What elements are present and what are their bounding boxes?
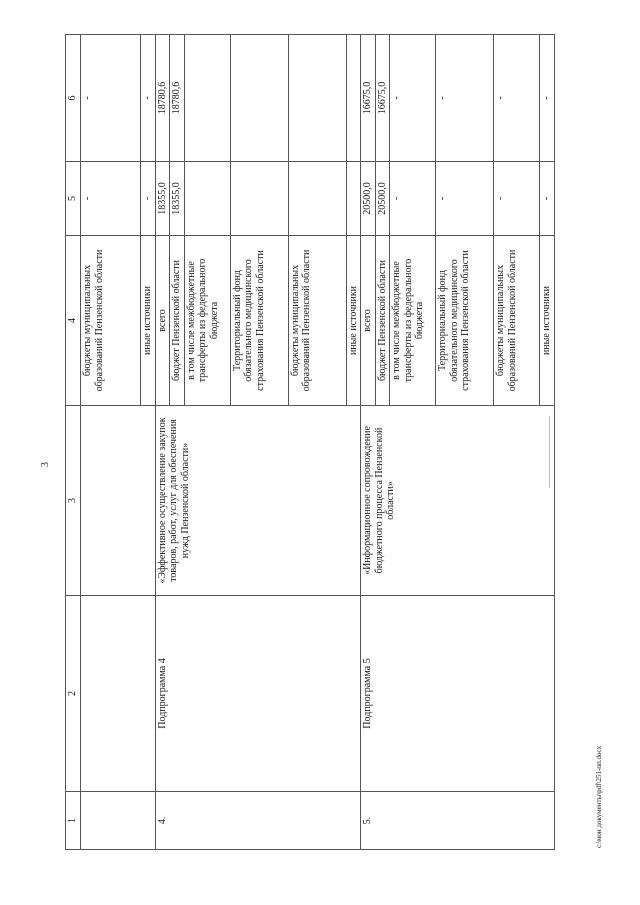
page-number: 3 <box>40 462 51 467</box>
value-col5 <box>230 162 288 236</box>
source-cell: бюджеты муниципальных образований Пензенской области <box>494 236 540 406</box>
subprogram-kind: Подпрограмма 5 <box>361 596 555 792</box>
header-cell: 5 <box>66 162 81 236</box>
source-cell: иные источники <box>141 236 156 406</box>
subprogram-title: «Информационное сопровождение бюджетного процесса Пензенской области» <box>361 406 555 596</box>
value-col6: 16675,0 <box>375 35 390 162</box>
header-cell: 6 <box>66 35 81 162</box>
header-row <box>66 35 81 850</box>
value-col5: - <box>141 162 156 236</box>
source-cell: всего <box>361 236 376 406</box>
row-number: 5. <box>361 792 555 850</box>
value-col5 <box>288 162 346 236</box>
file-path: c:\мои документы\pdf\251-пп.docx <box>595 745 603 848</box>
source-cell: в том числе межбюджетные трансферты из федерального бюджета <box>184 236 230 406</box>
value-col6: 18780,6 <box>170 35 185 162</box>
value-col6: - <box>436 35 494 162</box>
table-row <box>155 35 170 850</box>
source-cell: Территориальный фонд обязательного медицинского страхования Пензенской области <box>436 236 494 406</box>
value-col5: - <box>494 162 540 236</box>
empty-cell <box>81 792 156 850</box>
value-col6: 16675,0 <box>361 35 376 162</box>
source-cell: Территориальный фонд обязательного медицинского страхования Пензенской области <box>230 236 288 406</box>
value-col5: 20500,0 <box>375 162 390 236</box>
value-col5: - <box>436 162 494 236</box>
empty-cell <box>81 406 156 596</box>
value-col5: - <box>540 162 555 236</box>
source-cell: всего <box>155 236 170 406</box>
value-col6 <box>288 35 346 162</box>
value-col6: - <box>540 35 555 162</box>
value-col6: - <box>141 35 156 162</box>
budget-table <box>65 34 555 850</box>
value-col6: - <box>494 35 540 162</box>
value-col6 <box>230 35 288 162</box>
table-row <box>81 35 141 850</box>
source-cell: бюджет Пензенской области <box>375 236 390 406</box>
value-col5: 18355,0 <box>170 162 185 236</box>
source-cell: бюджеты муниципальных образований Пензенской области <box>288 236 346 406</box>
value-col5: - <box>81 162 141 236</box>
value-col6 <box>346 35 361 162</box>
source-cell: бюджет Пензенской области <box>170 236 185 406</box>
table-row <box>361 35 376 850</box>
value-col5: 18355,0 <box>155 162 170 236</box>
source-cell: в том числе межбюджетные трансферты из федерального бюджета <box>390 236 436 406</box>
budget-table-wrapper <box>65 35 552 850</box>
value-col5 <box>184 162 230 236</box>
header-cell: 3 <box>66 406 81 596</box>
empty-cell <box>81 596 156 792</box>
source-cell: бюджеты муниципальных образований Пензенской области <box>81 236 141 406</box>
subprogram-kind: Подпрограмма 4 <box>155 596 361 792</box>
value-col6: - <box>390 35 436 162</box>
value-col6: 18780,6 <box>155 35 170 162</box>
header-cell: 2 <box>66 596 81 792</box>
source-cell: иные источники <box>346 236 361 406</box>
value-col5: 20500,0 <box>361 162 376 236</box>
value-col6 <box>184 35 230 162</box>
header-cell: 4 <box>66 236 81 406</box>
header-cell: 1 <box>66 792 81 850</box>
value-col5: - <box>390 162 436 236</box>
source-cell: иные источники <box>540 236 555 406</box>
row-number: 4. <box>155 792 361 850</box>
subprogram-title: «Эффективное осуществление закупок товаров, работ, услуг для обеспечения нужд Пензенской области» <box>155 406 361 596</box>
value-col5 <box>346 162 361 236</box>
value-col6: - <box>81 35 141 162</box>
